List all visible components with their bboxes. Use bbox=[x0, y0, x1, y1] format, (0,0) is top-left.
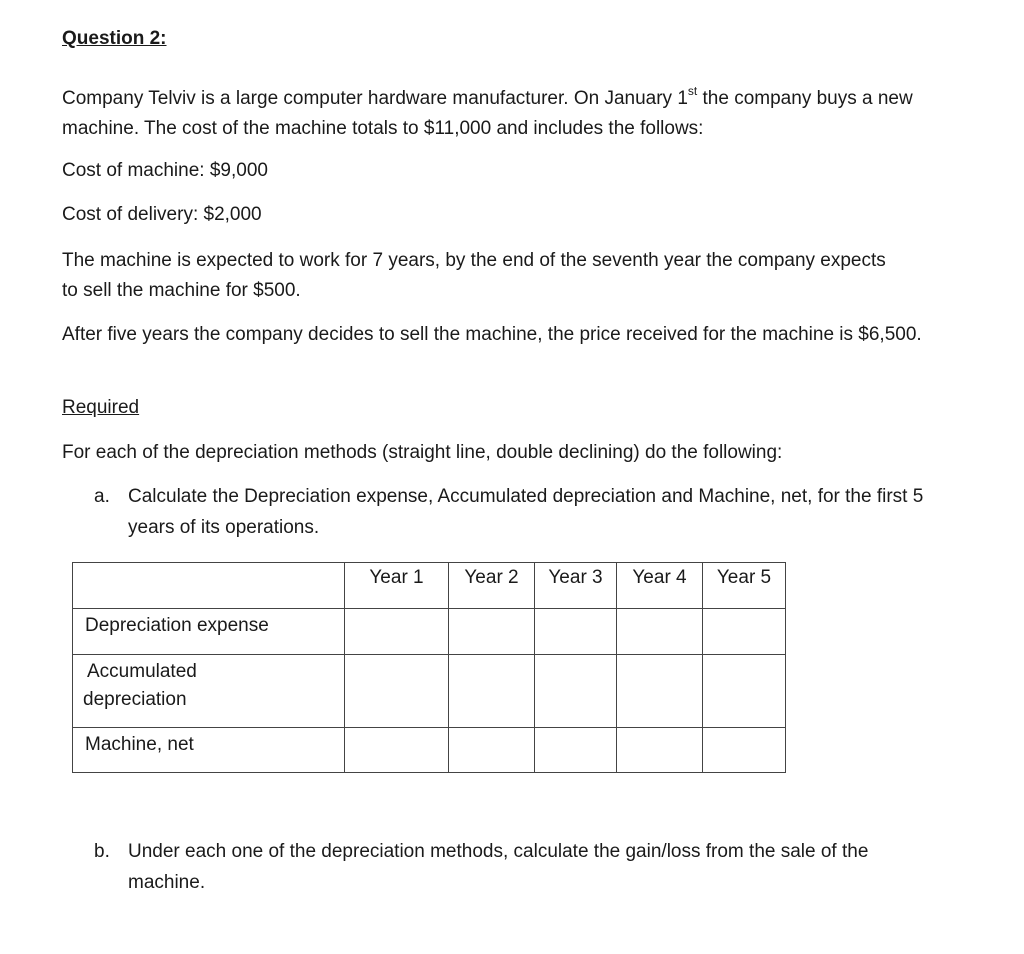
cost-of-delivery: Cost of delivery: $2,000 bbox=[62, 204, 262, 225]
table-cell bbox=[449, 609, 535, 655]
row-label-machine-net: Machine, net bbox=[73, 728, 345, 773]
table-cell bbox=[703, 655, 786, 728]
header-year-2: Year 2 bbox=[449, 563, 535, 609]
row-label-accumulated-depreciation bbox=[73, 655, 345, 728]
table-cell bbox=[703, 609, 786, 655]
accumulated-label-line2: depreciation bbox=[83, 689, 187, 710]
table-cell bbox=[345, 609, 449, 655]
intro-text-part1: Company Telviv is a large computer hardware manufacturer. On January 1 bbox=[62, 88, 688, 109]
row-label-depreciation-expense: Depreciation expense bbox=[73, 609, 345, 655]
intro-paragraph bbox=[62, 84, 952, 144]
table-cell bbox=[703, 728, 786, 773]
part-b-marker: b. bbox=[94, 841, 110, 862]
table-cell bbox=[449, 728, 535, 773]
table-row-machine-net bbox=[73, 728, 786, 773]
required-heading: Required bbox=[62, 397, 140, 418]
header-year-3: Year 3 bbox=[535, 563, 617, 609]
table-cell bbox=[345, 728, 449, 773]
header-year-1: Year 1 bbox=[345, 563, 449, 609]
intro-text-part2: the company buys a new machine. The cost of the machine totals to $11,000 and includes the follows: bbox=[62, 88, 913, 139]
part-b-text: Under each one of the depreciation methods, calculate the gain/loss from the sale of the machine. bbox=[128, 841, 869, 893]
question-title: Question 2: bbox=[62, 28, 167, 49]
table-cell bbox=[617, 609, 703, 655]
table-cell bbox=[535, 655, 617, 728]
table-cell bbox=[535, 609, 617, 655]
table-row-depreciation-expense bbox=[73, 609, 786, 655]
table-row-accumulated-depreciation bbox=[73, 655, 786, 728]
table-cell bbox=[617, 655, 703, 728]
ordinal-suffix: st bbox=[687, 83, 698, 98]
table-corner-cell bbox=[73, 563, 345, 609]
part-a-item bbox=[94, 481, 934, 543]
sale-paragraph: After five years the company decides to sell the machine, the price received for the machine is $6,500. bbox=[62, 324, 922, 345]
table-cell bbox=[617, 728, 703, 773]
instruction-paragraph: For each of the depreciation methods (straight line, double declining) do the following: bbox=[62, 442, 783, 463]
depreciation-table bbox=[72, 562, 786, 773]
cost-of-machine: Cost of machine: $9,000 bbox=[62, 160, 268, 181]
part-a-text: Calculate the Depreciation expense, Accumulated depreciation and Machine, net, for the first 5 years of its operations. bbox=[128, 486, 924, 538]
table-cell bbox=[535, 728, 617, 773]
table-header-row bbox=[73, 563, 786, 609]
expected-life-paragraph: The machine is expected to work for 7 years, by the end of the seventh year the company expects to sell the machine for $500. bbox=[62, 250, 886, 301]
table-cell bbox=[449, 655, 535, 728]
part-a-marker: a. bbox=[94, 486, 110, 507]
table-cell bbox=[345, 655, 449, 728]
part-b-item bbox=[94, 836, 934, 898]
header-year-5: Year 5 bbox=[703, 563, 786, 609]
accumulated-label-line1: Accumulated bbox=[87, 661, 197, 682]
header-year-4: Year 4 bbox=[617, 563, 703, 609]
